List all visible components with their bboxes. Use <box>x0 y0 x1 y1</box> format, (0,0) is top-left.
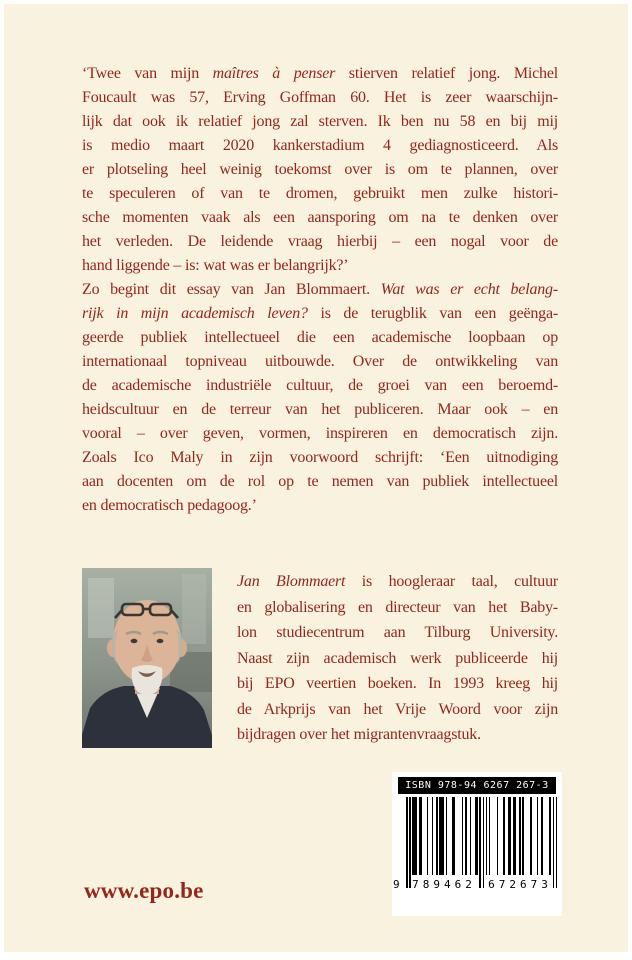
publisher-website: www.epo.be <box>84 878 204 903</box>
italic-text: maîtres à penser <box>212 65 336 82</box>
text: Naast zijn academisch werk publiceerde hij <box>237 649 558 667</box>
text-line <box>237 569 558 595</box>
book-back-cover <box>4 4 628 952</box>
isbn-label: ISBN 978-94 6267 267-3 <box>398 777 556 794</box>
text-line <box>82 230 558 254</box>
text: en democratisch pedagoog.’ <box>82 497 257 514</box>
italic-text: Wat was er echt belang- <box>380 281 558 298</box>
barcode-digit-left: 9 <box>393 878 400 891</box>
text-line <box>82 470 558 494</box>
text: de academische industriële cultuur, de groei van een beroemd- <box>82 377 558 394</box>
text: stierven relatief jong. Michel <box>335 65 558 82</box>
text: de Arkprijs van het Vrije Woord voor zijn <box>237 700 558 718</box>
text-line <box>82 110 558 134</box>
text: is medio maart 2020 kankerstadium 4 gediagnosticeerd. Als <box>82 137 558 154</box>
text-line <box>237 722 558 748</box>
text-line <box>82 134 558 158</box>
text: bij EPO veertien boeken. In 1993 kreeg hij <box>237 675 558 692</box>
barcode-digits-right: 672673 <box>488 878 552 891</box>
text-line <box>82 326 558 350</box>
text-line <box>82 374 558 398</box>
text: lon studiecentrum aan Tilburg University. <box>237 624 558 641</box>
text: is hoogleraar taal, cultuur <box>345 573 558 590</box>
text: internationaal topniveau uitbouwde. Over de ontwikkeling van <box>82 353 558 370</box>
text-line <box>237 697 558 723</box>
text: vooral – over geven, vormen, inspireren en democratisch zijn. <box>82 425 558 442</box>
author-bio <box>237 568 558 748</box>
text: aan docenten om de rol op te nemen van publiek intellectueel <box>82 473 558 490</box>
barcode-module <box>556 797 558 888</box>
text-line <box>82 398 558 422</box>
text-line <box>237 646 558 672</box>
text: geerde publiek intellectueel die een academische loopbaan op <box>82 329 558 346</box>
text-line <box>82 158 558 182</box>
text-line <box>82 254 558 278</box>
text: te speculeren of van te dromen, gebruikt men zulke histori- <box>82 185 558 202</box>
text-line <box>82 206 558 230</box>
text-line <box>82 302 558 326</box>
text: het verleden. De leidende vraag hierbij – een nogal voor de <box>82 233 558 250</box>
text: en globalisering en directeur van het Baby- <box>237 598 558 616</box>
text-line <box>82 350 558 374</box>
text-line <box>82 494 558 518</box>
author-section <box>82 568 558 748</box>
text-line <box>237 620 558 646</box>
text: ‘Twee van mijn <box>82 65 213 82</box>
text: Foucault was 57, Erving Goffman 60. Het is zeer waarschijn- <box>82 89 558 106</box>
italic-text: rijk in mijn academisch leven? <box>82 305 308 322</box>
text-line <box>82 62 558 86</box>
text-line <box>82 182 558 206</box>
text: Zoals Ico Maly in zijn voorwoord schrijft: ‘Een uitnodiging <box>82 449 558 466</box>
italic-text: Jan Blommaert <box>237 573 346 590</box>
text-line <box>82 446 558 470</box>
text: er plotseling heel weinig toekomst over is om te plannen, over <box>82 161 558 178</box>
barcode-bars <box>393 797 558 891</box>
text-line <box>237 671 558 697</box>
text: lijk dat ook ik relatief jong zal sterven. Ik ben nu 58 en bij mij <box>82 113 558 130</box>
text-line <box>82 278 558 302</box>
text-line <box>82 422 558 446</box>
barcode <box>392 772 562 916</box>
text: is de terugblik van een geënga- <box>307 305 558 322</box>
text: hand liggende – is: wat was er belangrijk?’ <box>82 257 349 274</box>
text-line <box>237 595 558 621</box>
author-photo <box>82 568 212 748</box>
text: heidscultuur en de terreur van het publiceren. Maar ook – en <box>82 401 558 418</box>
text: Zo begint dit essay van Jan Blommaert. <box>82 281 381 298</box>
text: sche momenten vaak als een aansporing om na te denken over <box>82 209 558 226</box>
back-cover-blurb <box>82 62 558 518</box>
barcode-digits-mid: 789462 <box>412 878 476 891</box>
text-line <box>82 86 558 110</box>
text: bijdragen over het migrantenvraagstuk. <box>237 726 481 743</box>
